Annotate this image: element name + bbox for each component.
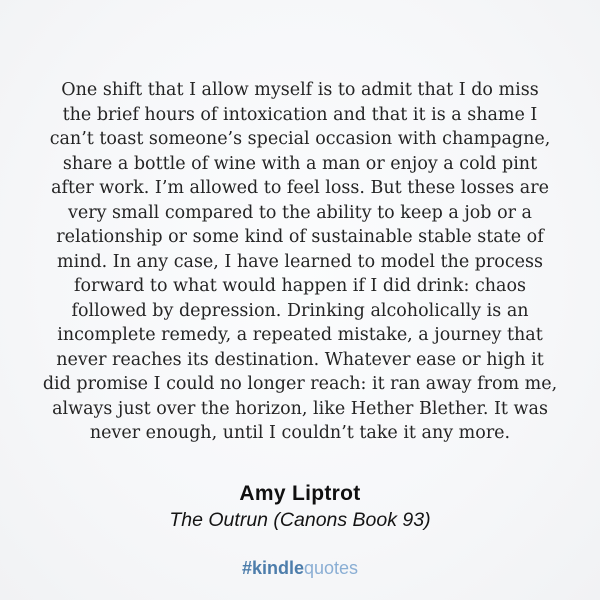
quote-line: very small compared to the ability to keep a job or a <box>68 202 532 223</box>
quote-text <box>0 78 600 446</box>
hashtag-suffix: quotes <box>303 558 359 578</box>
quote-line: never reaches its destination. Whatever ease or high it <box>56 349 544 370</box>
quote-line: followed by depression. Drinking alcoholically is an <box>71 300 529 321</box>
hashtag-prefix: #kindle <box>241 558 304 578</box>
quote-line: incomplete remedy, a repeated mistake, a journey that <box>57 325 543 345</box>
quote-line: did promise I could no longer reach: it ran away from me, <box>42 374 558 394</box>
quote-line: share a bottle of wine with a man or enjoy a cold pint <box>62 153 538 174</box>
quote-line: always just over the horizon, like Hether Blether. It was <box>52 398 548 419</box>
book-title: The Outrun (Canons Book 93) <box>169 509 431 531</box>
kindlequotes-hashtag <box>0 558 600 579</box>
quote-line: the brief hours of intoxication and that it is a shame I <box>62 104 538 125</box>
author-name: Amy Liptrot <box>239 482 361 505</box>
quote-line: One shift that I allow myself is to admit that I do miss <box>61 80 539 100</box>
quote-line: mind. In any case, I have learned to model the process <box>57 251 543 272</box>
quote-line: relationship or some kind of sustainable stable state of <box>56 227 544 247</box>
quote-line: forward to what would happen if I did drink: chaos <box>74 276 526 296</box>
quote-line: never enough, until I couldn’t take it any more. <box>89 423 511 443</box>
quote-line: after work. I’m allowed to feel loss. But these losses are <box>51 178 549 198</box>
quote-line: can’t toast someone’s special occasion with champagne, <box>49 129 551 149</box>
